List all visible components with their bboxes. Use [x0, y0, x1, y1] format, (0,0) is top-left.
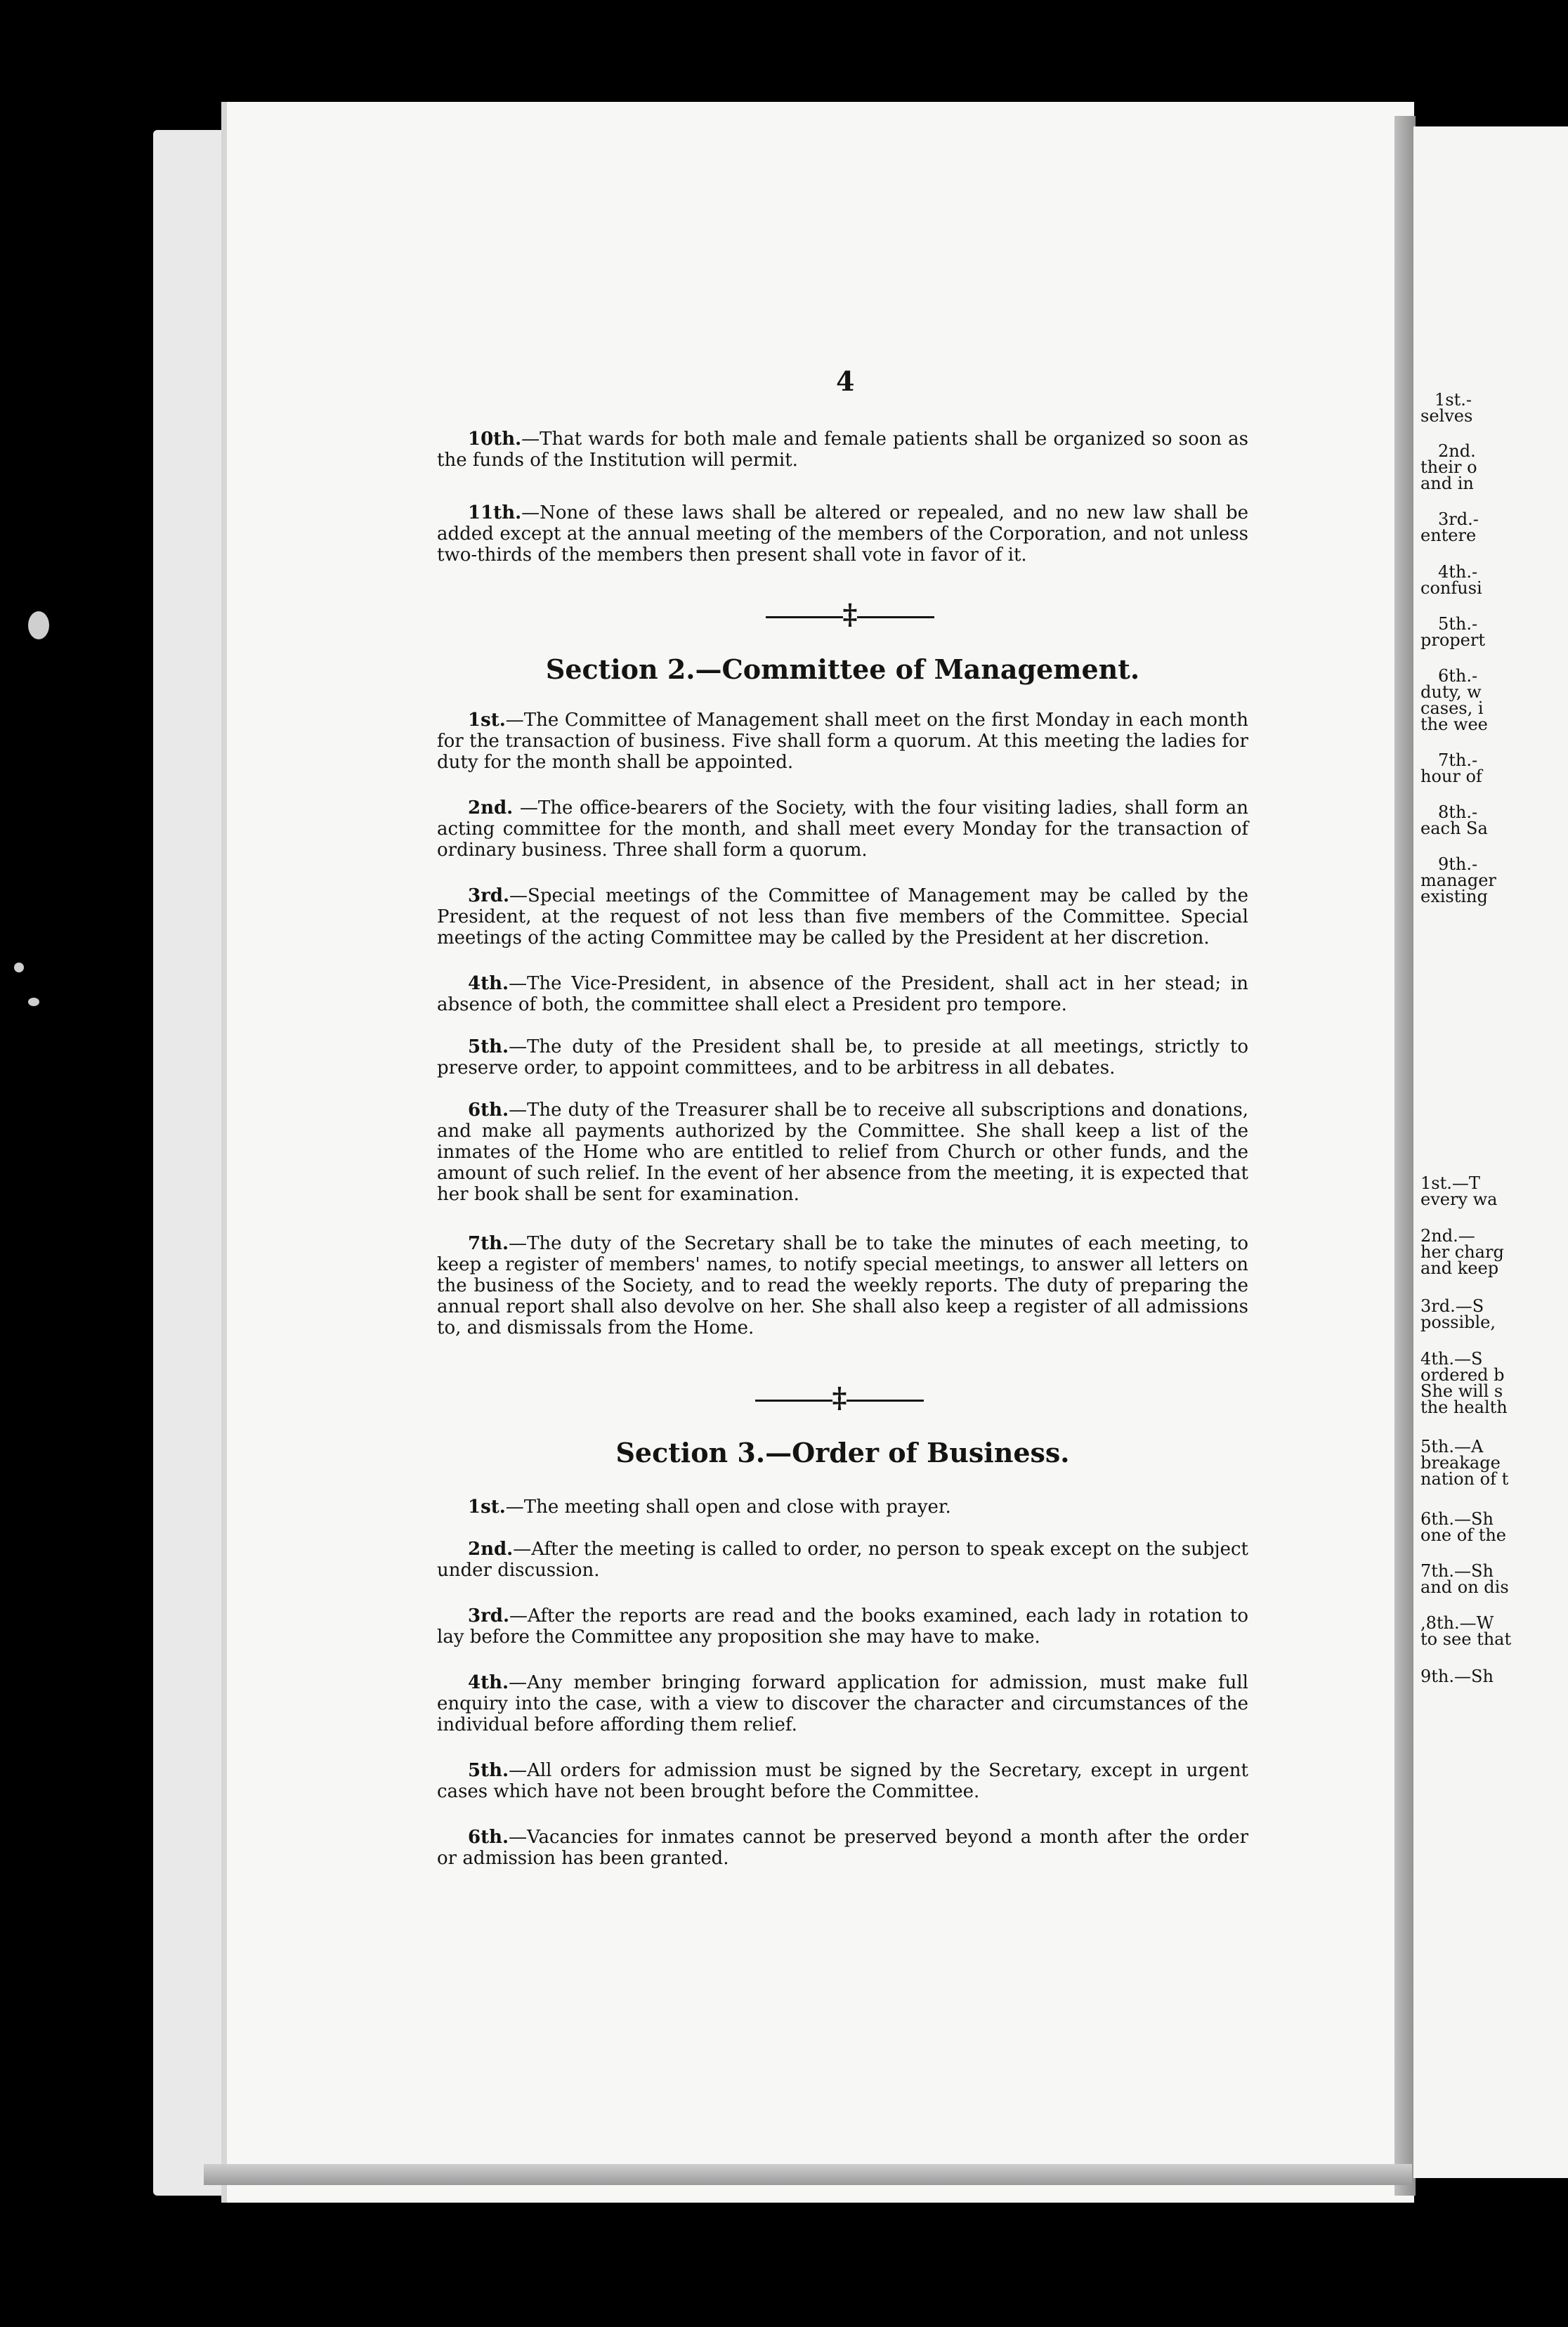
facing-page-text-fragment: 6th.—Sh [1420, 1509, 1494, 1529]
paragraph-text: —All orders for admission must be signed by the Secretary, except in urgent cases which have not been brought before the Committee. [437, 1760, 1248, 1802]
section-divider [734, 1381, 945, 1414]
law-paragraph [437, 429, 1248, 471]
rule-paragraph [437, 885, 1248, 949]
facing-page-text-fragment: 7th.- [1438, 750, 1478, 770]
divider-line [857, 616, 934, 618]
paragraph-text: —That wards for both male and female patients shall be organized so soon as the funds of the Institution will permit. [437, 429, 1248, 471]
paragraph-text: —The Committee of Management shall meet on the first Monday in each month for the transaction of business. Five shall form a quorum. At this meeting the ladies for duty for the month shall be appointed. [437, 710, 1248, 773]
facing-page-text-fragment: 5th.- [1438, 614, 1478, 634]
facing-page-text-fragment: manager [1420, 871, 1496, 890]
paragraph-text: —The office-bearers of the Society, with the four visiting ladies, shall form an acting committee for the month, and shall meet every Monday for the transaction of ordinary business. Three shall form a quorum. [437, 797, 1248, 861]
paragraph-number: 11th. [468, 502, 522, 523]
facing-page-text-fragment: one of the [1420, 1525, 1507, 1545]
paragraph-number: 5th. [468, 1036, 509, 1057]
facing-page-fragment [1413, 126, 1568, 2178]
paragraph-text: —Vacancies for inmates cannot be preserved beyond a month after the order or admission has been granted. [437, 1827, 1248, 1869]
paragraph-number: 1st. [468, 710, 506, 731]
facing-page-text-fragment: entere [1420, 526, 1477, 545]
facing-page-text-fragment: duty, w [1420, 682, 1482, 702]
rule-paragraph [437, 1497, 1248, 1518]
divider-line [755, 1400, 832, 1402]
paragraph-text: —The Vice-President, in absence of the President, shall act in her stead; in absence of both, the committee shall elect a President pro tempore. [437, 973, 1248, 1015]
facing-page-text-fragment: 9th.- [1438, 854, 1478, 874]
paragraph-number: 6th. [468, 1100, 509, 1121]
paragraph-text: —After the meeting is called to order, no person to speak except on the subject under discussion. [437, 1539, 1248, 1581]
rule-paragraph [437, 1539, 1248, 1581]
section-heading: Section 3.—Order of Business. [615, 1437, 1070, 1468]
rule-paragraph [437, 1233, 1248, 1338]
rule-paragraph [437, 710, 1248, 773]
dagger-glyph: ‡ [832, 1381, 847, 1414]
paragraph-text: —After the reports are read and the books examined, each lady in rotation to lay before the Committee any proposition she may have to make. [437, 1605, 1248, 1648]
paragraph-number: 10th. [468, 429, 522, 450]
facing-page-text-fragment: 1st.- [1435, 390, 1472, 410]
facing-page-text-fragment: cases, i [1420, 698, 1484, 718]
rule-paragraph [437, 973, 1248, 1015]
paragraph-text: —The duty of the President shall be, to preside at all meetings, strictly to preserve order, to appoint committees, and to be arbitress in all debates. [437, 1036, 1248, 1078]
facing-page-text-fragment: 1st.—T [1420, 1173, 1480, 1193]
facing-page-text-fragment: 2nd. [1438, 441, 1476, 461]
facing-page-text-fragment: 3rd.- [1438, 509, 1479, 529]
paragraph-number: 2nd. [468, 797, 514, 819]
paragraph-text: —The duty of the Treasurer shall be to receive all subscriptions and donations, and make all payments authorized by the Committee. She shall keep a list of the inmates of the Home who are entitled to relief from Church or other funds, and the amount of such relief. In the event of her absence from the meeting, it is expected that her book shall be sent for examination. [437, 1100, 1248, 1205]
rule-paragraph [437, 1036, 1248, 1078]
facing-page-text-fragment: ordered b [1420, 1365, 1505, 1385]
facing-page-text-fragment: 6th.- [1438, 666, 1478, 686]
rule-paragraph [437, 1100, 1248, 1205]
law-paragraph [437, 502, 1248, 566]
facing-page-text-fragment: existing [1420, 887, 1488, 906]
scan-speck [28, 611, 49, 639]
rule-paragraph [437, 1827, 1248, 1869]
section-divider [745, 598, 955, 631]
section-heading: Section 2.—Committee of Management. [545, 653, 1140, 685]
page-number: 4 [836, 365, 855, 397]
facing-page-text-fragment: 8th.- [1438, 802, 1478, 822]
rule-paragraph [437, 1672, 1248, 1735]
paragraph-text: —The meeting shall open and close with prayer. [505, 1497, 951, 1518]
rule-paragraph [437, 797, 1248, 861]
facing-page-text-fragment: 3rd.—S [1420, 1296, 1484, 1316]
facing-page-text-fragment: nation of t [1420, 1469, 1509, 1489]
facing-page-text-fragment: and on dis [1420, 1577, 1509, 1597]
divider-line [847, 1400, 924, 1402]
paragraph-number: 3rd. [468, 1605, 510, 1627]
divider-line [766, 616, 843, 618]
facing-page-text-fragment: and keep [1420, 1258, 1499, 1278]
paragraph-number: 4th. [468, 973, 509, 994]
facing-page-text-fragment: selves [1420, 406, 1473, 426]
page-bottom-edge [204, 2164, 1412, 2185]
facing-page-text-fragment: hour of [1420, 767, 1482, 786]
paragraph-number: 3rd. [468, 885, 510, 906]
paragraph-text: —Any member bringing forward application for admission, must make full enquiry into the case, with a view to discover the character and circumstances of the individual before affording them relief. [437, 1672, 1248, 1735]
paragraph-number: 5th. [468, 1760, 509, 1781]
paragraph-number: 6th. [468, 1827, 509, 1848]
scan-speck [14, 963, 24, 972]
facing-page-text-fragment: 5th.—A [1420, 1437, 1484, 1456]
facing-page-text-fragment: each Sa [1420, 819, 1488, 838]
rule-paragraph [437, 1760, 1248, 1802]
facing-page-text-fragment: 9th.—Sh [1420, 1667, 1494, 1686]
facing-page-text-fragment: to see that [1420, 1629, 1512, 1649]
facing-page-text-fragment: She will s [1420, 1381, 1503, 1401]
facing-page-text-fragment: breakage [1420, 1453, 1501, 1473]
facing-page-text-fragment: their o [1420, 457, 1477, 477]
dagger-glyph: ‡ [842, 598, 858, 631]
facing-page-text-fragment: the health [1420, 1397, 1508, 1417]
facing-page-text-fragment: ,8th.—W [1420, 1613, 1494, 1633]
facing-page-text-fragment: 2nd.— [1420, 1226, 1475, 1246]
paragraph-text: —None of these laws shall be altered or repealed, and no new law shall be added except at the annual meeting of the members of the Corporation, and not unless two-thirds of the members then present shall vote in favor of it. [437, 502, 1248, 566]
facing-page-text-fragment: possible, [1420, 1312, 1496, 1332]
facing-page-text-fragment: every wa [1420, 1189, 1498, 1209]
paragraph-number: 4th. [468, 1672, 509, 1693]
facing-page-text-fragment: 4th.—S [1420, 1349, 1483, 1369]
facing-page-text-fragment: 4th.- [1438, 562, 1478, 582]
paragraph-text: —The duty of the Secretary shall be to take the minutes of each meeting, to keep a register of members' names, to notify special meetings, to answer all letters on the business of the Society, and to read the weekly reports. The duty of preparing the annual report shall also devolve on her. She shall also keep a register of all admissions to, and dismissals from the Home. [437, 1233, 1248, 1338]
facing-page-text-fragment: 7th.—Sh [1420, 1561, 1494, 1581]
page-gutter-shadow [1394, 116, 1416, 2196]
facing-page-text-fragment: propert [1420, 630, 1485, 650]
paragraph-number: 2nd. [468, 1539, 514, 1560]
paragraph-text: —Special meetings of the Committee of Management may be called by the President, at the request of not less than five members of the Committee. Special meetings of the acting Committee may be called by the President at her discretion. [437, 885, 1248, 949]
facing-page-text-fragment: and in [1420, 474, 1474, 493]
facing-page-text-fragment: her charg [1420, 1242, 1504, 1262]
facing-page-text-fragment: the wee [1420, 715, 1488, 734]
rule-paragraph [437, 1605, 1248, 1648]
paragraph-number: 1st. [468, 1497, 506, 1518]
paragraph-number: 7th. [468, 1233, 509, 1254]
scan-speck [28, 998, 39, 1006]
facing-page-text-fragment: confusi [1420, 578, 1482, 598]
